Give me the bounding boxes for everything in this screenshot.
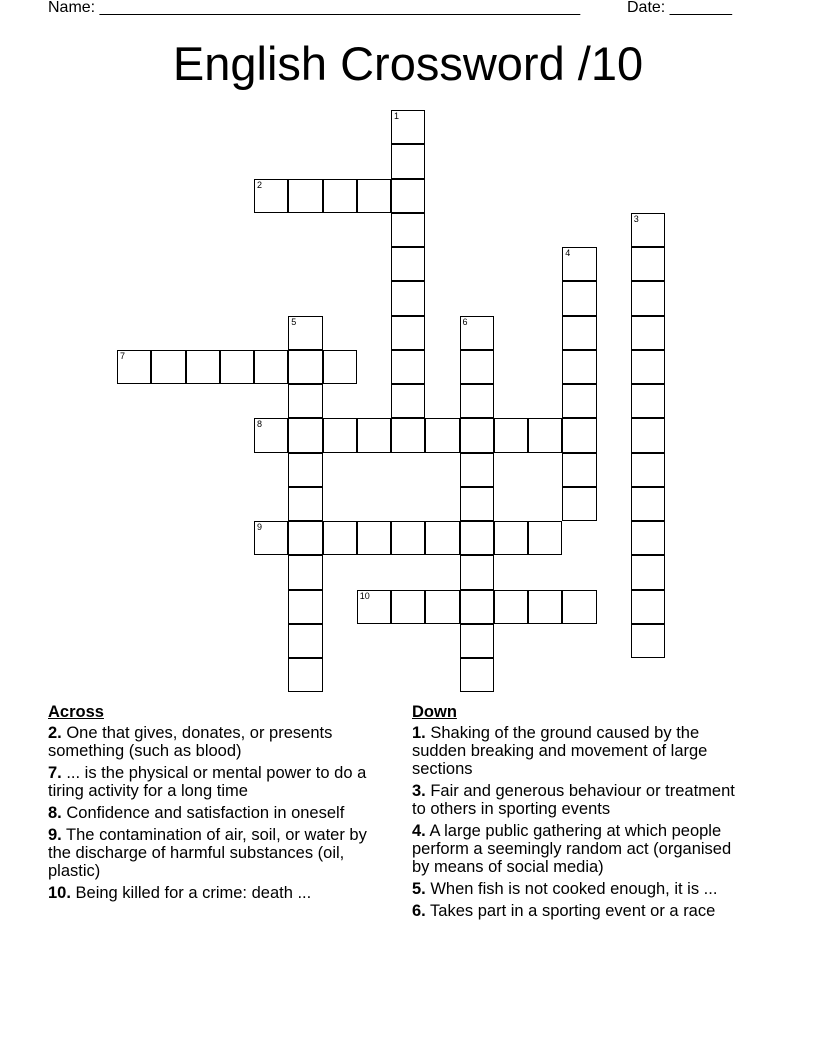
- grid-cell[interactable]: [323, 350, 357, 384]
- grid-cell[interactable]: [357, 590, 391, 624]
- grid-cell[interactable]: [288, 521, 322, 555]
- grid-cell[interactable]: [391, 521, 425, 555]
- clue-text: One that gives, donates, or presents something (such as blood): [48, 724, 333, 760]
- grid-cell[interactable]: [460, 521, 494, 555]
- clue-text: When fish is not cooked enough, it is ...: [425, 880, 718, 898]
- grid-cell[interactable]: [254, 418, 288, 452]
- clue-text: Being killed for a crime: death ...: [70, 884, 312, 902]
- grid-cell[interactable]: [562, 384, 596, 418]
- grid-cell[interactable]: [562, 350, 596, 384]
- grid-cell[interactable]: [391, 350, 425, 384]
- clue-text: The contamination of air, soil, or water by the discharge of harmful substances (oil, plastic): [48, 826, 367, 880]
- grid-cell[interactable]: [220, 350, 254, 384]
- grid-cell[interactable]: [460, 316, 494, 350]
- clue-num: 3.: [412, 782, 426, 800]
- grid-cell[interactable]: [562, 487, 596, 521]
- grid-cell[interactable]: [494, 418, 528, 452]
- grid-cell[interactable]: [460, 590, 494, 624]
- grid-cell[interactable]: [562, 281, 596, 315]
- grid-cell[interactable]: [631, 213, 665, 247]
- grid-cell[interactable]: [494, 521, 528, 555]
- clue-num: 7.: [48, 764, 62, 782]
- grid-cell[interactable]: [562, 247, 596, 281]
- clue-number: 2: [257, 179, 263, 190]
- across-clue: [48, 804, 383, 822]
- grid-cell[interactable]: [425, 521, 459, 555]
- clue-num: 9.: [48, 826, 62, 844]
- down-clues: [412, 703, 747, 924]
- grid-cell[interactable]: [288, 179, 322, 213]
- grid-cell[interactable]: [288, 350, 322, 384]
- grid-cell[interactable]: [288, 487, 322, 521]
- grid-cell[interactable]: [631, 418, 665, 452]
- clue-number: 4: [565, 248, 571, 258]
- clue-num: 2.: [48, 724, 62, 742]
- grid-cell[interactable]: [460, 555, 494, 589]
- across-clue: [48, 764, 383, 800]
- grid-cell[interactable]: [460, 624, 494, 658]
- grid-cell[interactable]: [391, 418, 425, 452]
- grid-cell[interactable]: [288, 624, 322, 658]
- grid-cell[interactable]: [631, 555, 665, 589]
- grid-cell[interactable]: [631, 281, 665, 315]
- grid-cell[interactable]: [391, 213, 425, 247]
- clue-num: 10.: [48, 884, 71, 902]
- grid-cell[interactable]: [357, 179, 391, 213]
- clue-text: A large public gathering at which people perform a seemingly random act (organised by means of social media): [412, 822, 732, 876]
- down-clue: [412, 880, 747, 898]
- clue-number: 1: [394, 111, 400, 121]
- grid-cell[interactable]: [562, 418, 596, 452]
- clue-num: 8.: [48, 804, 62, 822]
- grid-cell[interactable]: [323, 521, 357, 555]
- grid-cell[interactable]: [631, 590, 665, 624]
- grid-cell[interactable]: [528, 418, 562, 452]
- clue-num: 6.: [412, 902, 426, 920]
- clue-num: 4.: [412, 822, 426, 840]
- grid-cell[interactable]: [323, 418, 357, 452]
- clue-text: Takes part in a sporting event or a race: [425, 902, 716, 920]
- clue-number: 9: [257, 522, 263, 532]
- grid-cell[interactable]: [631, 487, 665, 521]
- grid-cell[interactable]: [357, 521, 391, 555]
- down-heading: Down: [412, 703, 457, 721]
- across-clues: [48, 703, 383, 906]
- grid-cell[interactable]: [391, 179, 425, 213]
- across-clue: [48, 884, 383, 902]
- clue-num: 1.: [412, 724, 426, 742]
- grid-cell[interactable]: [460, 487, 494, 521]
- down-clue: [412, 724, 747, 778]
- clue-number: 6: [462, 316, 468, 327]
- grid-cell[interactable]: [425, 418, 459, 452]
- grid-cell[interactable]: [186, 350, 220, 384]
- grid-cell[interactable]: [631, 453, 665, 487]
- clue-number: 8: [257, 419, 263, 430]
- grid-cell[interactable]: [460, 658, 494, 692]
- grid-cell[interactable]: [562, 590, 596, 624]
- grid-cell[interactable]: [425, 590, 459, 624]
- grid-cell[interactable]: [631, 624, 665, 658]
- grid-cell[interactable]: [528, 590, 562, 624]
- grid-cell[interactable]: [391, 144, 425, 178]
- page-title: English Crossword /10: [172, 37, 644, 90]
- grid-cell[interactable]: [357, 418, 391, 452]
- grid-cell[interactable]: [631, 384, 665, 418]
- grid-cell[interactable]: [562, 316, 596, 350]
- grid-cell[interactable]: [460, 350, 494, 384]
- grid-cell[interactable]: [288, 590, 322, 624]
- grid-cell[interactable]: [288, 658, 322, 692]
- grid-cell[interactable]: [117, 350, 151, 384]
- grid-cell[interactable]: [391, 110, 425, 144]
- grid-cell[interactable]: [562, 453, 596, 487]
- grid-cell[interactable]: [288, 453, 322, 487]
- clue-text: Confidence and satisfaction in oneself: [61, 804, 345, 822]
- grid-cell[interactable]: [391, 590, 425, 624]
- grid-cell[interactable]: [494, 590, 528, 624]
- grid-cell[interactable]: [460, 418, 494, 452]
- down-clue: [412, 782, 747, 818]
- grid-cell[interactable]: [631, 247, 665, 281]
- clue-text: Shaking of the ground caused by the sudden breaking and movement of large sections: [412, 724, 708, 778]
- grid-cell[interactable]: [254, 179, 288, 213]
- grid-cell[interactable]: [460, 453, 494, 487]
- grid-cell[interactable]: [254, 350, 288, 384]
- clue-number: 10: [359, 590, 370, 601]
- grid-cell[interactable]: [460, 384, 494, 418]
- grid-cell[interactable]: [288, 384, 322, 418]
- grid-cell[interactable]: [631, 350, 665, 384]
- grid-cell[interactable]: [631, 316, 665, 350]
- across-clue: [48, 826, 383, 880]
- grid-cell[interactable]: [528, 521, 562, 555]
- clue-number: 3: [633, 213, 639, 224]
- date-field[interactable]: Date: _______: [627, 0, 732, 16]
- grid-cell[interactable]: [391, 247, 425, 281]
- clue-number: 5: [291, 316, 297, 327]
- grid-cell[interactable]: [391, 316, 425, 350]
- down-clue: [412, 822, 747, 876]
- grid-cell[interactable]: [288, 555, 322, 589]
- grid-cell[interactable]: [391, 281, 425, 315]
- name-field[interactable]: Name: ______________________________________________________: [48, 0, 581, 16]
- clue-num: 5.: [412, 880, 426, 898]
- clue-number: 7: [120, 350, 126, 361]
- clue-text: ... is the physical or mental power to do a tiring activity for a long time: [48, 764, 367, 800]
- grid-cell[interactable]: [254, 521, 288, 555]
- grid-cell[interactable]: [631, 521, 665, 555]
- down-clue: [412, 902, 747, 920]
- grid-cell[interactable]: [151, 350, 185, 384]
- grid-cell[interactable]: [288, 316, 322, 350]
- across-clue: [48, 724, 383, 760]
- grid-cell[interactable]: [288, 418, 322, 452]
- across-heading: Across: [48, 703, 104, 721]
- grid-cell[interactable]: [323, 179, 357, 213]
- clue-text: Fair and generous behaviour or treatment to others in sporting events: [412, 782, 735, 818]
- grid-cell[interactable]: [391, 384, 425, 418]
